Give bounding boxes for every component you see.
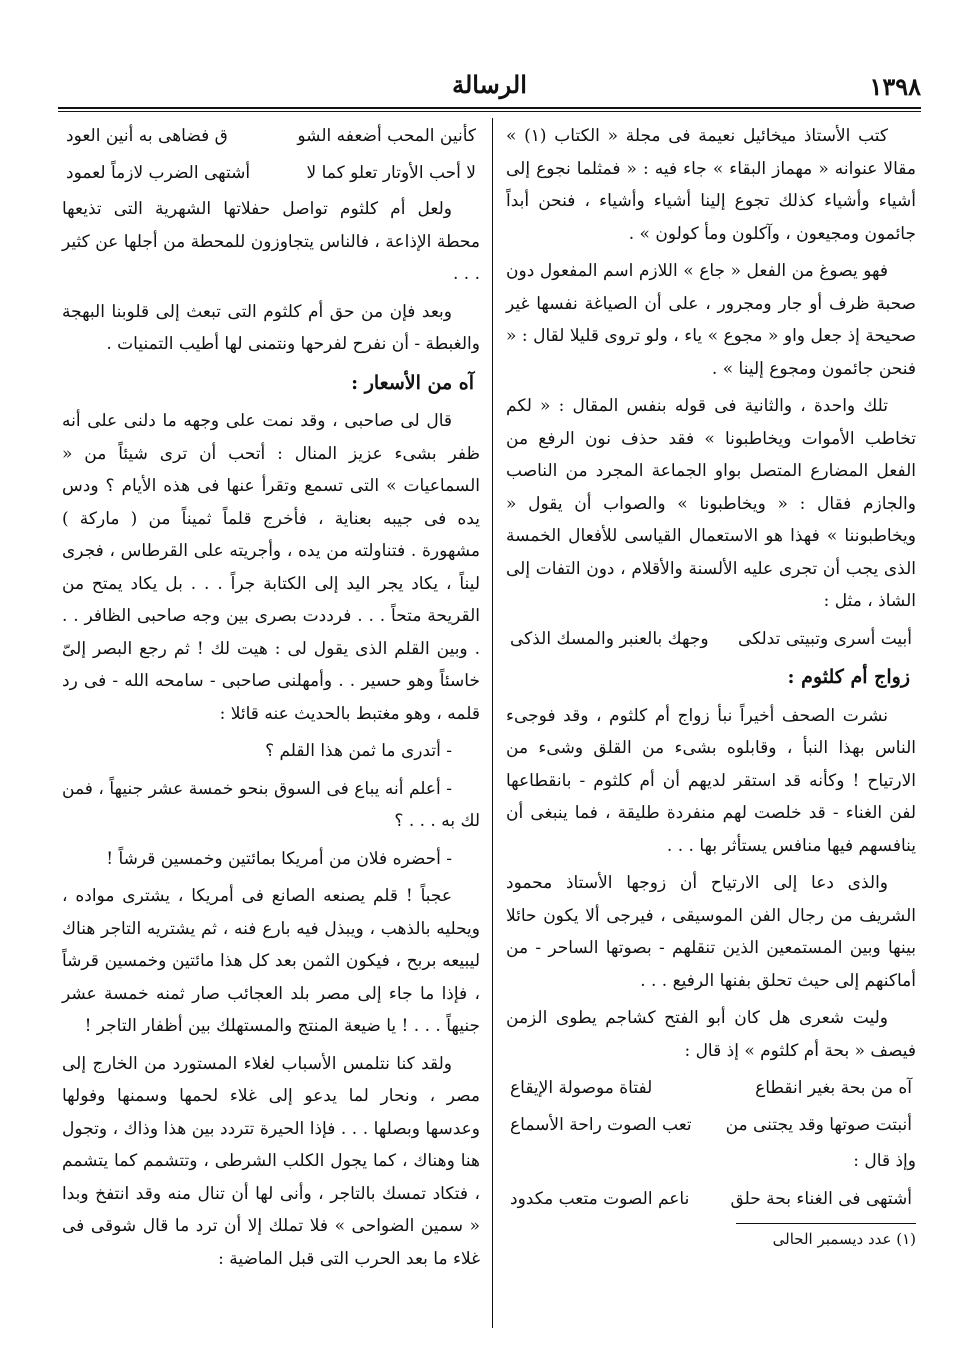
verse-line (506, 623, 916, 656)
verse-line (62, 120, 480, 153)
verse-hemistich-second: ق فضاهى به أنين العود (66, 126, 228, 146)
verse-hemistich-first: أشتهى فى الغناء بحة حلق (730, 1188, 912, 1209)
paragraph: وليت شعرى هل كان أبو الفتح كشاجم يطوى الزمن فيصف « بحة أم كلثوم » إذ قال : (506, 1008, 916, 1061)
right-column (506, 120, 916, 1255)
paragraph: فهو يصوغ من الفعل « جاع » اللازم اسم المفعول دون صحبة ظرف أو جار ومجرور ، على أن الصياغة نفسها غير صحيحة إذ جعل واو « مجوع » ياء ، ولو تروى قليلا لقال : « فنحن جائمون ومجوع إلينا » . (506, 261, 916, 379)
paragraph: والذى دعا إلى الارتياح أن زوجها الأستاذ محمود الشريف من رجال الفن الموسيقى ، فيرجى ألا يكون حائلا بينها وبين المستمعين الذين تنقلهم - بصوتها الساحر - من أماكنهم إلى حيث تحلق بفنها الرفيع . . . (506, 873, 916, 991)
verse-hemistich-second: لفتاة موصولة الإيقاع (510, 1078, 653, 1098)
left-column (62, 120, 480, 1280)
verse-hemistich-second: أشتهى الضرب لازماً لعمود (66, 162, 251, 183)
paragraph: كتب الأستاذ ميخائيل نعيمة فى مجلة « الكتاب (١) » مقالا عنوانه « مهماز البقاء » جاء فيه : « فمثلما نجوع إلى أشياء وأشياء كذلك تجوع إلينا أشياء وأشياء ، فنحن أبداً جائمون ومجيعون ، وآكلون ومأ كولون » . (506, 126, 916, 244)
verse-line (506, 1183, 916, 1216)
verse-line (506, 1072, 916, 1105)
verse-line (506, 1109, 916, 1142)
verse-line (62, 157, 480, 190)
verse-hemistich-first: لا أحب الأوتار تعلو كما لا (306, 162, 476, 183)
dialogue-line: - أعلم أنه يباع فى السوق بنحو خمسة عشر جنيهاً ، فمن لك به . . . ؟ (62, 778, 480, 831)
header-rule-thin (58, 111, 921, 112)
footnote-rule (736, 1223, 916, 1224)
paragraph: نشرت الصحف أخيراً نبأ زواج أم كلثوم ، وقد فوجىء الناس بهذا النبأ ، وقابلوه بشىء من القلق وشىء من الارتياح ! وكأنه قد استقر لديهم أن أم كلثوم - بانقطاعها لفن الغناء - قد خلصت لهم منفردة طليقة ، فما ينبغى أن ينافسهم فيها منافس يستأثر بها . . . (506, 705, 916, 856)
verse-hemistich-second: تعب الصوت راحة الأسماع (510, 1114, 692, 1135)
page-header (58, 70, 921, 106)
header-rule (58, 107, 921, 109)
verse-hemistich-first: أنبتت صوتها وقد يجتنى من (725, 1114, 912, 1135)
paragraph: عجباً ! قلم يصنعه الصانع فى أمريكا ، يشترى مواده ، ويحليه بالذهب ، ويبذل فيه بارع فنه ، ثم يشتريه التاجر هناك ليبيعه بربح ، فيكون الثمن بعد كل هذا مائتين وخمسين قرشاً ، فإذا ما جاء إلى مصر بلد العجائب صار ثمنه خمسة عشر جنيهاً . . . ! يا ضيعة المنتج والمستهلك بين أظفار التاجر ! (62, 886, 480, 1036)
page-number: ١٣٩٨ (869, 72, 921, 101)
verse-hemistich-second: وجهك بالعنبر والمسك الذكى (510, 628, 709, 649)
verse-hemistich-first: كأنين المحب أضعفه الشو (297, 126, 476, 146)
paragraph: ولقد كنا نتلمس الأسباب لغلاء المستورد من الخارج إلى مصر ، ونحار لما يدعو إلى غلاء لحمها وسمنها وفولها وعدسها وبصلها . . . فإذا الحيرة تتردد بين هذا وذاك ، وتجول هنا وهناك ، كما يجول الكلب الشرطى ، وتتشمم كما يتشمم ، فتكاد تمسك بالتاجر ، وأنى لها أن تنال منه وقد انتفخ وبدا « سمين الضواحى » فلا تملك إلا أن ترد ما قال شوقى فى غلاء ما بعد الحرب التى قبل الماضية : (62, 1053, 480, 1269)
column-divider (492, 118, 493, 1328)
verse-hemistich-first: أبيت أسرى وتبيتى تدلكى (737, 628, 912, 649)
section-heading: آه من الأسعار : (351, 371, 474, 394)
dialogue-line: - أحضره فلان من أمريكا بمائتين وخمسين قرشاً ! (106, 848, 452, 869)
paragraph: وإذ قال : (853, 1151, 916, 1171)
verse-hemistich-second: ناعم الصوت متعب مكدود (510, 1188, 690, 1209)
paragraph: وبعد فإن من حق أم كلثوم التى تبعث إلى قلوبنا البهجة والغبطة - أن نفرح لفرحها ونتمنى لها أطيب التمنيات . (62, 301, 480, 354)
running-title: الرسالة (452, 70, 527, 99)
section-heading: زواج أم كلثوم : (787, 666, 910, 688)
footnote: (١) عدد ديسمبر الحالى (772, 1230, 916, 1248)
paragraph: ولعل أم كلثوم تواصل حفلاتها الشهرية التى تذيعها محطة الإذاعة ، فالناس يتجاوزون للمحطة من أجلها عن كثير . . . (62, 199, 480, 284)
dialogue-line: - أتدرى ما ثمن هذا القلم ؟ (265, 741, 452, 761)
paragraph: قال لى صاحبى ، وقد نمت على وجهه ما دلنى على أنه ظفر بشىء عزيز المنال : أتحب أن ترى شيئاً من « السماعيات » التى تسمع وتقرأ عنها فى هذه الأيام ؟ ودس يده فى جيبه بعناية ، فأخرج قلماً ثميناً من ( ماركة ) مشهورة . فتناولته من يده ، وأجريته على القرطاس ، فجرى ليناً ، يكاد يجر اليد إلى الكتابة جراً . . . بل يكاد يمتح من القريحة متحاً . . . فرددت بصرى بين وجه صاحبى الظافر . . . وبين القلم الذى يقول لى : هيت لك ! ثم رجع البصر إلىّ خاسئاً وهو حسير . . وأمهلنى صاحبى - سامحه الله - فى رد قلمه ، وهو مغتبط بالحديث عنه قائلا : (62, 411, 480, 724)
paragraph: تلك واحدة ، والثانية فى قوله بنفس المقال : « لكم تخاطب الأموات ويخاطبونا » فقد حذف نون الرفع من الفعل المضارع المتصل بواو الجماعة المجرد من الناصب والجازم فقال : « ويخاطبونا » والصواب أن يقول « ويخاطبوننا » فهذا هو الاستعمال القياسى للأفعال الخمسة الذى يجب أن تجرى عليه الألسنة والأقلام ، دون التفات إلى الشاذ ، مثل : (506, 396, 916, 611)
verse-hemistich-first: آه من بحة بغير انقطاع (755, 1078, 912, 1098)
